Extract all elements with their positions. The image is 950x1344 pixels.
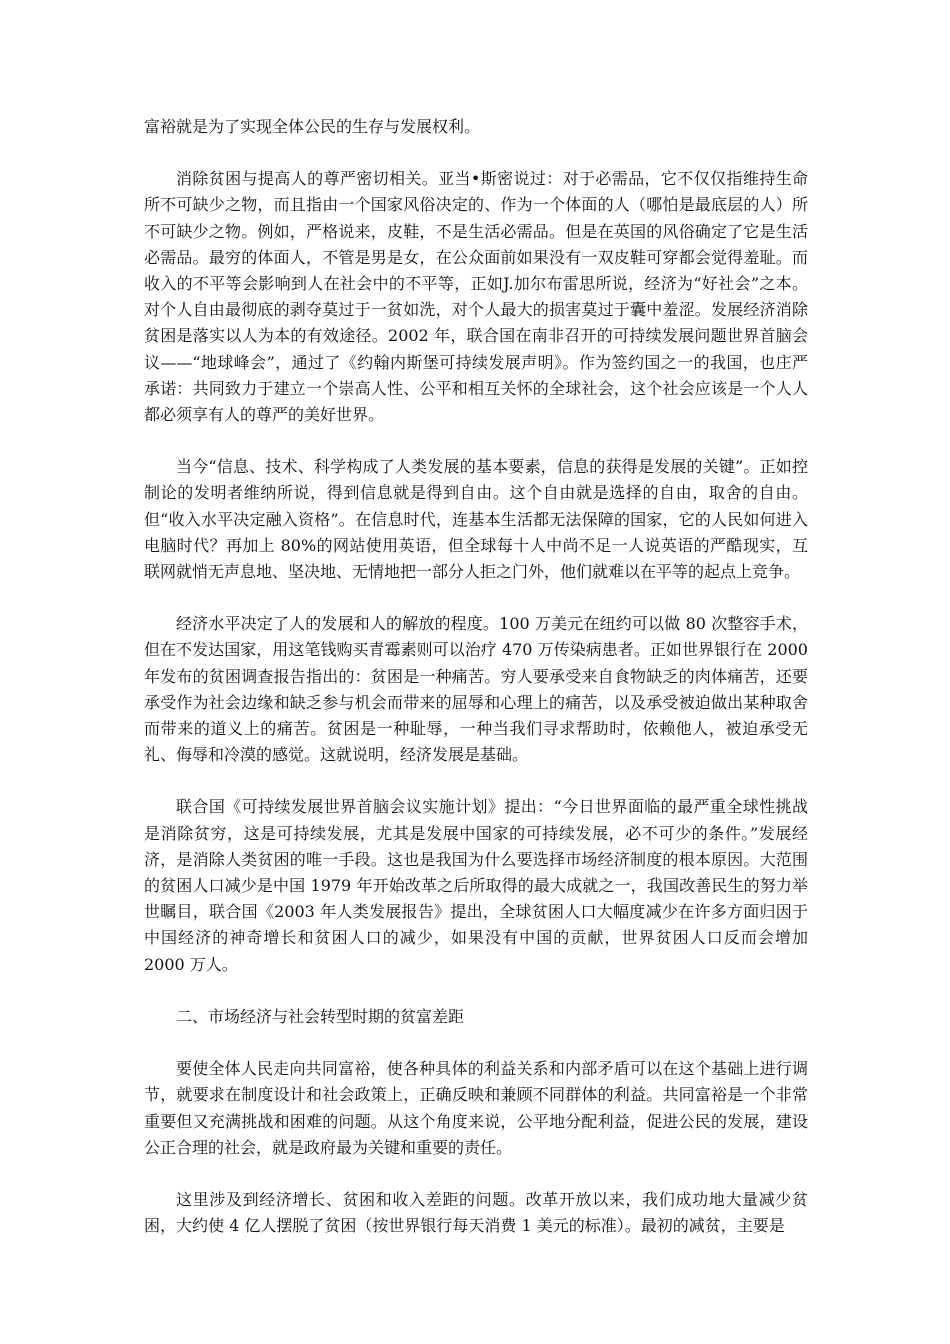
paragraph-poverty-dignity: 消除贫困与提高人的尊严密切相关。亚当•斯密说过：对于必需品，它不仅仅指维持生命所不可缺少之物，而且指由一个国家风俗决定的、作为一个体面的人（哪怕是最底层的人）所不可缺少之物。例如，严格说来，皮鞋，不是生活必需品。但是在英国的风俗确定了它是生活必需品。最穷的体面人，不管是男是女，在公众面前如果没有一双皮鞋可穿都会觉得羞耻。而收入的不平等会影响到人在社会中的不平等，正如J.加尔布雷思所说，经济为“好社会”之本。对个人自由最彻底的剥夺莫过于一贫如洗，对个人最大的损害莫过于囊中羞涩。发展经济消除贫困是落实以人为本的有效途径。2002 年，联合国在南非召开的可持续发展问题世界首脑会议——“地球峰会”，通过了《约翰内斯堡可持续发展声明》。作为签约国之一的我国，也庄严承诺：共同致力于建立一个崇高人性、公平和相互关怀的全球社会，这个社会应该是一个人人都必须享有人的尊严的美好世界。 (144, 169, 808, 425)
section-heading: 二、市场经济与社会转型时期的贫富差距 (176, 1006, 465, 1026)
paragraph-economic-level: 经济水平决定了人的发展和人的解放的程度。100 万美元在纽约可以做 80 次整容手术，但在不发达国家，用这笔钱购买青霉素则可以治疗 470 万传染病患者。正如世界银行在 2000 年发布的贫困调查报告指出的：贫困是一种痛苦。穷人要承受来自食物缺乏的肉体痛苦，还要承受作为社会边缘和缺乏参与机会而带来的屈辱和心理上的痛苦，以及承受被迫做出某种取舍而带来的道义上的痛苦。贫困是一种耻辱，一种当我们寻求帮助时，依赖他人，被迫承受无礼、侮辱和冷漠的感觉。这就说明，经济发展是基础。 (144, 614, 808, 765)
paragraph-information-age: 当今“信息、技术、科学构成了人类发展的基本要素，信息的获得是发展的关键”。正如控制论的发明者维纳所说，得到信息就是得到自由。这个自由就是选择的自由，取舍的自由。但“收入水平决定融入资格”。在信息时代，连基本生活都无法保障的国家，它的人民如何进入电脑时代？再加上 80%的网站使用英语，但全球每十人中尚不足一人说英语的严酷现实，互联网就悄无声息地、坚决地、无情地把一部分人拒之门外，他们就难以在平等的起点上竞争。 (144, 457, 808, 582)
paragraph-common-prosperity: 要使全体人民走向共同富裕，使各种具体的利益关系和内部矛盾可以在这个基础上进行调节，就要求在制度设计和社会政策上，正确反映和兼顾不同群体的利益。共同富裕是一个非常重要但又充满挑战和困难的问题。从这个角度来说，公平地分配利益，促进公民的发展，建设公正合理的社会，就是政府最为关键和重要的责任。 (144, 1059, 808, 1157)
paragraph-un-plan: 联合国《可持续发展世界首脑会议实施计划》提出：“今日世界面临的最严重全球性挑战是消除贫穷，这是可持续发展，尤其是发展中国家的可持续发展，必不可少的条件。”发展经济，是消除人类贫困的唯一手段。这也是我国为什么要选择市场经济制度的根本原因。大范围的贫困人口减少是中国 1979 年开始改革之后所取得的最大成就之一，我国改善民生的努力举世瞩目，联合国《2003 年人类发展报告》提出，全球贫困人口大幅度减少在许多方面归因于中国经济的神奇增长和贫困人口的减少，如果没有中国的贡献，世界贫困人口反而会增加 2000 万人。 (144, 797, 808, 974)
document-body (144, 114, 808, 1265)
paragraph-growth-poverty-gap: 这里涉及到经济增长、贫困和收入差距的问题。改革开放以来，我们成功地大量减少贫困，大约使 4 亿人摆脱了贫困（按世界银行每天消费 1 美元的标准）。最初的减贫，主要是 (144, 1189, 808, 1236)
paragraph-continuation: 富裕就是为了实现全体公民的生存与发展权利。 (144, 117, 481, 136)
